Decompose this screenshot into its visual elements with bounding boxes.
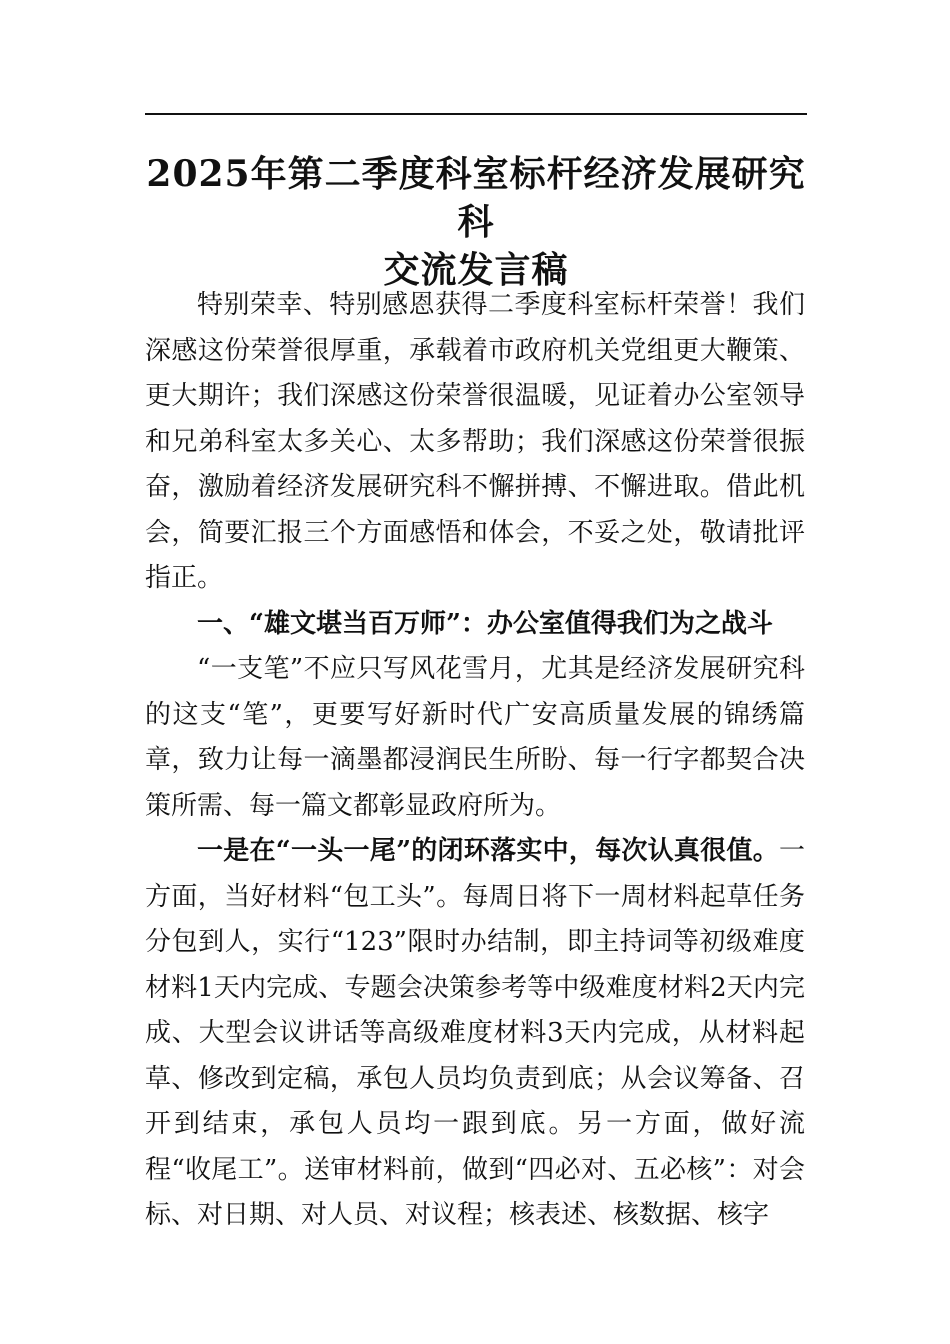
point-1-text: 一方面，当好材料“包工头”。每周日将下一周材料起草任务分包到人，实行“123”限时办结制，即主持词等初级难度材料1天内完成、专题会决策参考等中级难度材料2天内完成、大型会议讲话等高级难度材料3天内完成，从材料起草、修改到定稿，承包人员均负责到底；从会议筹备、召开到结束，承包人员均一跟到底。另一方面，做好流程“收尾工”。送审材料前，做到“四必对、五必核”：对会标、对日期、对人员、对议程；核表述、核数据、核字 <box>145 836 805 1230</box>
title-line-1: 2025年第二季度科室标杆经济发展研究科 <box>146 153 806 243</box>
section-1-paragraph: “一支笔”不应只写风花雪月，尤其是经济发展研究科的这支“笔”，更要写好新时代广安高质量发展的锦绣篇章，致力让每一滴墨都浸润民生所盼、每一行字都契合决策所需、每一篇文都彰显政府所为。 <box>145 654 805 821</box>
document-body <box>145 283 805 1239</box>
section-1-heading: 一、“雄文堪当百万师”：办公室值得我们为之战斗 <box>197 608 773 639</box>
document-title <box>145 150 807 294</box>
point-1-paragraph <box>145 829 805 1239</box>
header-rule <box>145 113 807 115</box>
intro-paragraph: 特别荣幸、特别感恩获得二季度科室标杆荣誉！我们深感这份荣誉很厚重，承载着市政府机关党组更大鞭策、更大期许；我们深感这份荣誉很温暖，见证着办公室领导和兄弟科室太多关心、太多帮助；我们深感这份荣誉很振奋，激励着经济发展研究科不懈拼搏、不懈进取。借此机会，简要汇报三个方面感悟和体会，不妥之处，敬请批评指正。 <box>145 290 805 593</box>
point-1-lead: 一是在“一头一尾”的闭环落实中，每次认真很值。 <box>197 836 779 866</box>
title-line-2: 交流发言稿 <box>383 249 569 291</box>
